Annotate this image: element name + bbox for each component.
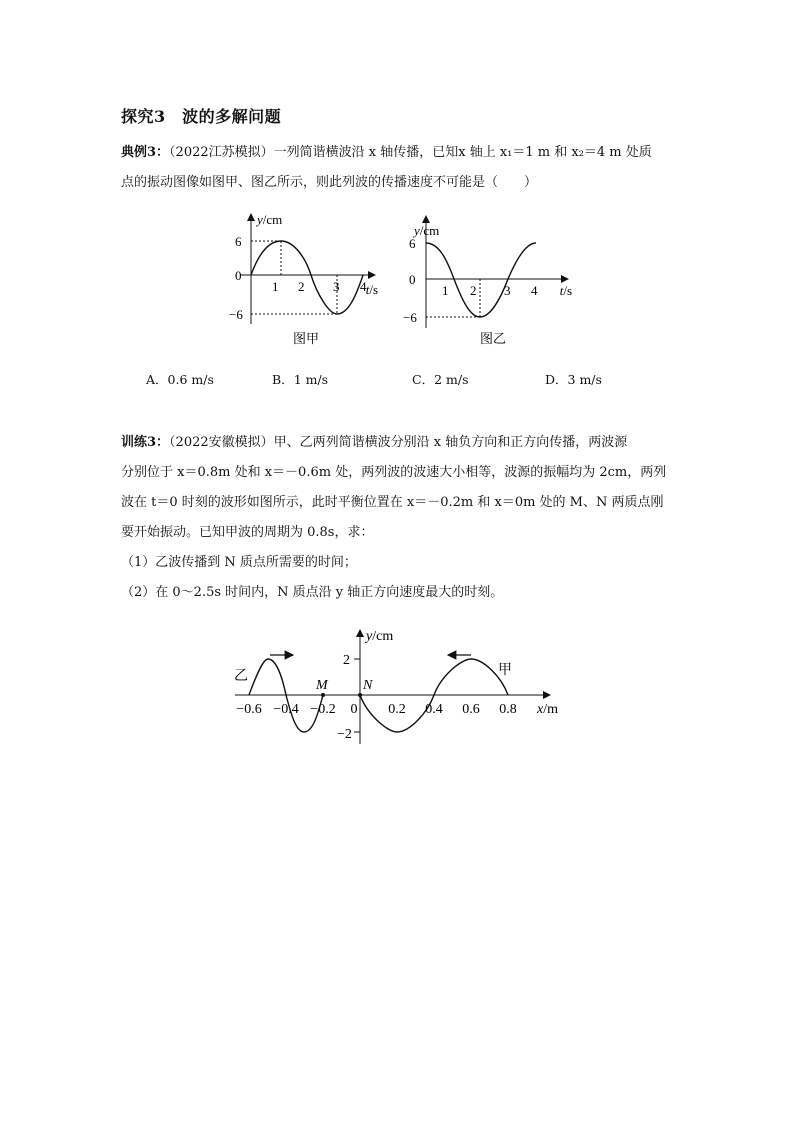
y-axis-label: y/cm — [366, 629, 394, 644]
figure-caption: 图乙 — [480, 331, 507, 346]
figure-yi — [400, 208, 575, 354]
option-text: 0.6 m/s — [167, 372, 214, 387]
point-n-dot — [358, 693, 362, 697]
x-axis-label: t/s — [365, 282, 378, 297]
y-tick-label: −6 — [403, 310, 417, 325]
example-line1: （2022江苏模拟）一列简谐横波沿 x 轴传播，已知x 轴上 x₁＝1 m 和 x₂＝4 m 处质 — [169, 145, 652, 160]
x-tick-label: 0.8 — [499, 702, 517, 717]
x-axis-label: t/s — [559, 283, 572, 298]
right-wave-label: 甲 — [498, 663, 512, 678]
figure-caption: 图甲 — [293, 331, 320, 346]
option-b[interactable] — [272, 370, 328, 388]
x-tick-label: −0.4 — [273, 702, 299, 717]
y-axis-label: y/cm — [257, 212, 283, 227]
y-tick-label: −2 — [337, 727, 352, 742]
figure-jia — [225, 208, 385, 354]
training-question — [121, 428, 681, 608]
training-line4: 要开始振动。已知甲波的周期为 0.8s，求： — [121, 525, 374, 540]
option-letter: A． — [146, 372, 168, 387]
point-m-dot — [321, 693, 325, 697]
training-label: 训练3： — [121, 435, 170, 450]
option-c[interactable] — [412, 370, 468, 388]
option-letter: C． — [412, 372, 435, 387]
x-tick-label: 0.2 — [388, 702, 406, 717]
x-tick-label: 0 — [350, 702, 358, 717]
x-tick-label: 0.4 — [425, 702, 443, 717]
training-line2: 分别位于 x＝0.8m 处和 x＝－0.6m 处，两列波的波速大小相等，波源的振幅均为 2cm，两列 — [121, 465, 667, 480]
x-tick-label: 1 — [442, 283, 449, 298]
x-tick-label: 1 — [272, 279, 279, 294]
y-tick-label: 0 — [409, 272, 416, 287]
y-tick-label: 0 — [235, 268, 242, 283]
section-title: 探究3 波的多解问题 — [121, 107, 282, 126]
y-tick-label: 2 — [343, 653, 350, 668]
y-tick-label: 6 — [409, 236, 416, 251]
vibration-curve — [426, 243, 536, 317]
x-tick-label: 3 — [333, 279, 340, 294]
x-axis-label: x/m — [537, 702, 558, 717]
option-text: 2 m/s — [434, 372, 469, 387]
y-axis-label: y/cm — [414, 223, 440, 238]
option-d[interactable] — [545, 370, 602, 388]
training-line1: （2022安徽模拟）甲、乙两列简谐横波分别沿 x 轴负方向和正方向传播，两波源 — [169, 435, 628, 450]
training-line3: 波在 t＝0 时刻的波形如图所示，此时平衡位置在 x＝－0.2m 和 x＝0m 处的 M、N 两质点刚 — [121, 495, 664, 510]
option-letter: D． — [545, 372, 568, 387]
option-text: 3 m/s — [567, 372, 602, 387]
x-tick-label: 0.6 — [462, 702, 480, 717]
y-tick-label: 6 — [235, 234, 242, 249]
option-a[interactable] — [146, 370, 214, 388]
training-q2: （2）在 0～2.5s 时间内，N 质点沿 y 轴正方向速度最大的时刻。 — [121, 585, 504, 600]
example-question — [121, 138, 681, 198]
left-wave-label: 乙 — [234, 669, 248, 684]
x-tick-label: −0.6 — [236, 702, 262, 717]
option-letter: B． — [272, 372, 294, 387]
training-q1: （1）乙波传播到 N 质点所需要的时间； — [121, 555, 357, 570]
x-tick-label: 2 — [298, 279, 305, 294]
wave-figure — [225, 624, 575, 749]
vibration-curve — [251, 241, 363, 314]
x-tick-label: 2 — [470, 283, 477, 298]
x-tick-label: 4 — [360, 279, 367, 294]
point-m-label: M — [316, 678, 328, 693]
example-line2: 点的振动图像如图甲、图乙所示，则此列波的传播速度不可能是（ ） — [121, 175, 538, 190]
x-tick-label: 3 — [504, 283, 511, 298]
example-label: 典例3： — [121, 145, 170, 160]
x-tick-label: 4 — [531, 283, 538, 298]
option-text: 1 m/s — [293, 372, 329, 387]
y-tick-label: −6 — [229, 307, 243, 322]
x-tick-label: −0.2 — [310, 702, 336, 717]
point-n-label: N — [363, 678, 373, 693]
